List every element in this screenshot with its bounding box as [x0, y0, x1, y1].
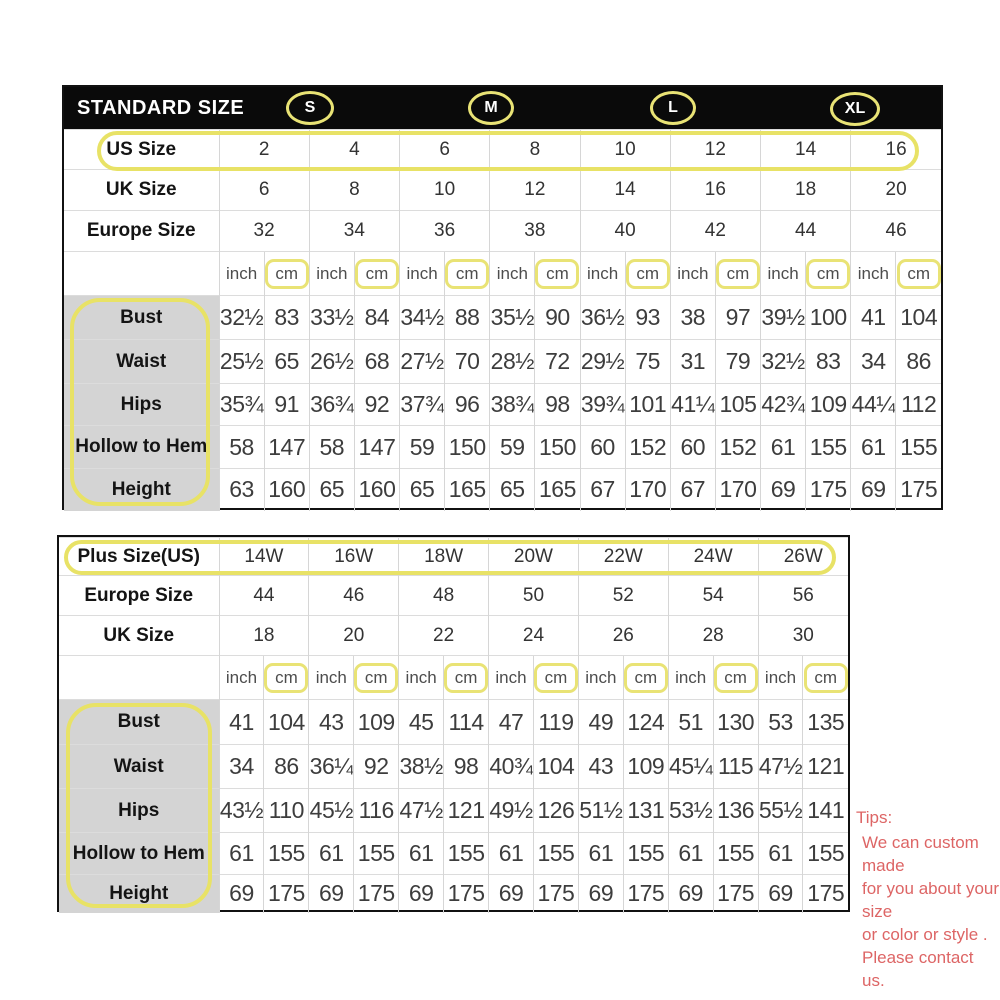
- row-label: UK Size: [64, 170, 219, 211]
- measure-row: [64, 384, 941, 426]
- size-row: [59, 616, 848, 656]
- unit-cm-cell: [354, 252, 399, 296]
- size-value-cell: 38: [490, 211, 580, 252]
- measure-value-cell: 141: [803, 789, 848, 833]
- measure-value-cell: 104: [896, 296, 941, 340]
- measure-value-cell: 93: [625, 296, 670, 340]
- tips-line-4: Please contact us.: [862, 948, 974, 990]
- cm-highlight-box: cm: [714, 663, 758, 693]
- size-value-cell: 14: [761, 130, 851, 170]
- measure-value-cell: 110: [264, 789, 309, 833]
- measure-value-cell: 65: [309, 469, 354, 511]
- unit-cm-cell: [625, 252, 670, 296]
- unit-cm-cell: [803, 656, 848, 700]
- size-value-cell: 24: [489, 616, 579, 656]
- measure-value-cell: 60: [580, 426, 625, 469]
- size-row: [59, 576, 848, 616]
- tips-line-2: for you about your size: [862, 879, 1000, 921]
- measure-value-cell: 175: [623, 875, 668, 913]
- measure-value-cell: 90: [535, 296, 580, 340]
- measure-value-cell: 60: [670, 426, 715, 469]
- size-value-cell: 16: [670, 170, 760, 211]
- measure-value-cell: 175: [533, 875, 578, 913]
- measure-value-cell: 98: [444, 745, 489, 789]
- measure-value-cell: 47: [489, 700, 534, 745]
- size-group-m-badge: [468, 91, 514, 125]
- cm-highlight-box: cm: [265, 259, 309, 289]
- measure-value-cell: 130: [713, 700, 758, 745]
- unit-cm-cell: [264, 656, 309, 700]
- measure-value-cell: 67: [580, 469, 625, 511]
- measure-value-cell: 32½: [761, 340, 806, 384]
- unit-inch-cell: inch: [580, 252, 625, 296]
- measure-value-cell: 136: [713, 789, 758, 833]
- size-value-cell: 28: [668, 616, 758, 656]
- measure-value-cell: 175: [713, 875, 758, 913]
- measure-value-cell: 126: [533, 789, 578, 833]
- tips-title: Tips:: [856, 808, 893, 827]
- measure-value-cell: 28½: [490, 340, 535, 384]
- cm-highlight-box: cm: [626, 259, 670, 289]
- size-group-m-label: M: [484, 99, 498, 116]
- measure-row: [59, 700, 848, 745]
- measure-value-cell: 51: [668, 700, 713, 745]
- measure-value-cell: 35½: [490, 296, 535, 340]
- size-group-xl-label: XL: [844, 100, 866, 117]
- measure-value-cell: 152: [715, 426, 760, 469]
- measure-value-cell: 45½: [309, 789, 354, 833]
- measure-value-cell: 152: [625, 426, 670, 469]
- measure-value-cell: 109: [806, 384, 851, 426]
- size-value-cell: 8: [490, 130, 580, 170]
- measure-value-cell: 155: [444, 833, 489, 875]
- measure-value-cell: 61: [309, 833, 354, 875]
- unit-cm-cell: [623, 656, 668, 700]
- row-label: Plus Size(US): [59, 538, 219, 576]
- measure-value-cell: 155: [264, 833, 309, 875]
- size-value-cell: 26W: [758, 538, 848, 576]
- measure-value-cell: 61: [668, 833, 713, 875]
- measure-row-label: Waist: [64, 340, 219, 384]
- cm-highlight-box: cm: [355, 259, 399, 289]
- measure-row-label: Height: [59, 875, 219, 913]
- size-value-cell: 2: [219, 130, 309, 170]
- size-row: [64, 130, 941, 170]
- measure-value-cell: 34: [219, 745, 264, 789]
- measure-value-cell: 69: [219, 875, 264, 913]
- cm-highlight-box: cm: [354, 663, 398, 693]
- measure-value-cell: 61: [489, 833, 534, 875]
- measure-value-cell: 32½: [219, 296, 264, 340]
- measure-value-cell: 155: [354, 833, 399, 875]
- measure-row-label: Hollow to Hem: [64, 426, 219, 469]
- measure-value-cell: 37¾: [400, 384, 445, 426]
- measure-value-cell: 26½: [309, 340, 354, 384]
- measure-value-cell: 165: [445, 469, 490, 511]
- measure-value-cell: 61: [758, 833, 803, 875]
- measure-value-cell: 147: [354, 426, 399, 469]
- measure-value-cell: 53: [758, 700, 803, 745]
- tips-line-3: or color or style .: [862, 925, 988, 944]
- standard-size-title: STANDARD SIZE: [77, 96, 245, 119]
- measure-value-cell: 42¾: [761, 384, 806, 426]
- measure-value-cell: 47½: [399, 789, 444, 833]
- measure-value-cell: 38¾: [490, 384, 535, 426]
- unit-inch-cell: inch: [400, 252, 445, 296]
- unit-cm-cell: [264, 252, 309, 296]
- measure-value-cell: 175: [264, 875, 309, 913]
- measure-value-cell: 170: [715, 469, 760, 511]
- measure-value-cell: 109: [354, 700, 399, 745]
- measure-value-cell: 34: [851, 340, 896, 384]
- size-row: [64, 170, 941, 211]
- measure-value-cell: 147: [264, 426, 309, 469]
- row-label: Europe Size: [59, 576, 219, 616]
- measure-value-cell: 109: [623, 745, 668, 789]
- measure-value-cell: 61: [851, 426, 896, 469]
- unit-inch-cell: inch: [219, 656, 264, 700]
- measure-value-cell: 119: [533, 700, 578, 745]
- cm-highlight-box: cm: [534, 663, 578, 693]
- measure-value-cell: 47½: [758, 745, 803, 789]
- unit-inch-cell: inch: [309, 252, 354, 296]
- measure-value-cell: 65: [490, 469, 535, 511]
- measure-value-cell: 38½: [399, 745, 444, 789]
- size-value-cell: 52: [578, 576, 668, 616]
- unit-inch-cell: inch: [761, 252, 806, 296]
- measure-value-cell: 155: [806, 426, 851, 469]
- tips-line-1: We can custom made: [862, 833, 979, 875]
- unit-cm-cell: [896, 252, 941, 296]
- size-value-cell: 54: [668, 576, 758, 616]
- measure-value-cell: 155: [803, 833, 848, 875]
- measure-row: [64, 426, 941, 469]
- measure-value-cell: 70: [445, 340, 490, 384]
- measure-value-cell: 121: [444, 789, 489, 833]
- measure-row: [64, 469, 941, 511]
- measure-value-cell: 49: [578, 700, 623, 745]
- unit-cm-cell: [713, 656, 758, 700]
- measure-value-cell: 61: [219, 833, 264, 875]
- size-row: [59, 538, 848, 576]
- measure-value-cell: 45: [399, 700, 444, 745]
- size-value-cell: 20W: [489, 538, 579, 576]
- size-group-xl-badge: [830, 92, 880, 126]
- measure-value-cell: 97: [715, 296, 760, 340]
- measure-value-cell: 105: [715, 384, 760, 426]
- measure-value-cell: 65: [400, 469, 445, 511]
- unit-cm-cell: [354, 656, 399, 700]
- measure-value-cell: 38: [670, 296, 715, 340]
- unit-cm-cell: [806, 252, 851, 296]
- measure-value-cell: 68: [354, 340, 399, 384]
- measure-value-cell: 69: [578, 875, 623, 913]
- measure-row-label: Hips: [59, 789, 219, 833]
- measure-value-cell: 41¼: [670, 384, 715, 426]
- measure-value-cell: 67: [670, 469, 715, 511]
- unit-cm-cell: [445, 252, 490, 296]
- measure-value-cell: 124: [623, 700, 668, 745]
- measure-value-cell: 131: [623, 789, 668, 833]
- measure-row: [59, 789, 848, 833]
- measure-value-cell: 150: [445, 426, 490, 469]
- tips-note: [856, 806, 1000, 992]
- measure-value-cell: 40¾: [489, 745, 534, 789]
- measure-value-cell: 86: [896, 340, 941, 384]
- unit-inch-cell: inch: [399, 656, 444, 700]
- measure-value-cell: 112: [896, 384, 941, 426]
- measure-value-cell: 41: [851, 296, 896, 340]
- size-value-cell: 20: [851, 170, 941, 211]
- size-value-cell: 46: [851, 211, 941, 252]
- measure-value-cell: 92: [354, 384, 399, 426]
- size-group-l-badge: [650, 91, 696, 125]
- measure-value-cell: 63: [219, 469, 264, 511]
- size-value-cell: 16W: [309, 538, 399, 576]
- measure-value-cell: 39½: [761, 296, 806, 340]
- cm-highlight-box: cm: [804, 663, 848, 693]
- measure-value-cell: 36¼: [309, 745, 354, 789]
- measure-value-cell: 43: [309, 700, 354, 745]
- measure-value-cell: 34½: [400, 296, 445, 340]
- cm-highlight-box: cm: [897, 259, 941, 289]
- measure-value-cell: 83: [806, 340, 851, 384]
- measure-value-cell: 175: [806, 469, 851, 511]
- measure-value-cell: 150: [535, 426, 580, 469]
- measure-value-cell: 115: [713, 745, 758, 789]
- measure-value-cell: 69: [668, 875, 713, 913]
- measure-value-cell: 69: [309, 875, 354, 913]
- row-label: UK Size: [59, 616, 219, 656]
- size-value-cell: 12: [490, 170, 580, 211]
- measure-value-cell: 155: [896, 426, 941, 469]
- measure-value-cell: 75: [625, 340, 670, 384]
- measure-row: [59, 745, 848, 789]
- size-value-cell: 6: [400, 130, 490, 170]
- unit-inch-cell: inch: [578, 656, 623, 700]
- size-value-cell: 36: [400, 211, 490, 252]
- standard-size-table: [62, 85, 943, 510]
- measure-value-cell: 91: [264, 384, 309, 426]
- measure-value-cell: 58: [309, 426, 354, 469]
- unit-row: [64, 252, 941, 296]
- measure-value-cell: 25½: [219, 340, 264, 384]
- unit-inch-cell: inch: [309, 656, 354, 700]
- measure-value-cell: 175: [444, 875, 489, 913]
- size-value-cell: 44: [761, 211, 851, 252]
- measure-value-cell: 83: [264, 296, 309, 340]
- measure-value-cell: 31: [670, 340, 715, 384]
- measure-value-cell: 116: [354, 789, 399, 833]
- size-value-cell: 30: [758, 616, 848, 656]
- measure-value-cell: 27½: [400, 340, 445, 384]
- unit-inch-cell: inch: [758, 656, 803, 700]
- measure-row: [64, 296, 941, 340]
- measure-value-cell: 160: [354, 469, 399, 511]
- size-value-cell: 22W: [578, 538, 668, 576]
- measure-value-cell: 175: [803, 875, 848, 913]
- unit-inch-cell: inch: [489, 656, 534, 700]
- measure-value-cell: 51½: [578, 789, 623, 833]
- measure-value-cell: 86: [264, 745, 309, 789]
- size-value-cell: 46: [309, 576, 399, 616]
- cm-highlight-box: cm: [624, 663, 668, 693]
- measure-value-cell: 155: [623, 833, 668, 875]
- measure-value-cell: 36¾: [309, 384, 354, 426]
- measure-row-label: Bust: [59, 700, 219, 745]
- size-group-s-badge: [286, 91, 334, 125]
- size-group-l-label: L: [668, 99, 678, 116]
- unit-cm-cell: [715, 252, 760, 296]
- size-value-cell: 20: [309, 616, 399, 656]
- measure-row: [59, 833, 848, 875]
- size-value-cell: 32: [219, 211, 309, 252]
- size-value-cell: 8: [309, 170, 399, 211]
- cm-highlight-box: cm: [264, 663, 308, 693]
- measure-value-cell: 35¾: [219, 384, 264, 426]
- measure-row-label: Hollow to Hem: [59, 833, 219, 875]
- size-value-cell: 26: [578, 616, 668, 656]
- size-value-cell: 42: [670, 211, 760, 252]
- measure-row-label: Waist: [59, 745, 219, 789]
- size-value-cell: 18W: [399, 538, 489, 576]
- size-value-cell: 4: [309, 130, 399, 170]
- unit-inch-cell: inch: [670, 252, 715, 296]
- size-value-cell: 56: [758, 576, 848, 616]
- unit-inch-cell: inch: [219, 252, 264, 296]
- measure-value-cell: 101: [625, 384, 670, 426]
- size-value-cell: 34: [309, 211, 399, 252]
- unit-row-empty-label: [64, 252, 219, 296]
- size-value-cell: 18: [761, 170, 851, 211]
- measure-value-cell: 53½: [668, 789, 713, 833]
- measure-value-cell: 96: [445, 384, 490, 426]
- unit-cm-cell: [444, 656, 489, 700]
- unit-cm-cell: [535, 252, 580, 296]
- measure-value-cell: 55½: [758, 789, 803, 833]
- size-value-cell: 44: [219, 576, 309, 616]
- measure-value-cell: 36½: [580, 296, 625, 340]
- measure-value-cell: 88: [445, 296, 490, 340]
- measure-value-cell: 59: [400, 426, 445, 469]
- size-value-cell: 16: [851, 130, 941, 170]
- measure-value-cell: 69: [761, 469, 806, 511]
- plus-size-table: [57, 535, 850, 912]
- measure-row-label: Height: [64, 469, 219, 511]
- cm-highlight-box: cm: [445, 259, 489, 289]
- size-value-cell: 24W: [668, 538, 758, 576]
- measure-value-cell: 114: [444, 700, 489, 745]
- size-value-cell: 14: [580, 170, 670, 211]
- row-label: US Size: [64, 130, 219, 170]
- size-value-cell: 6: [219, 170, 309, 211]
- size-value-cell: 12: [670, 130, 760, 170]
- measure-value-cell: 84: [354, 296, 399, 340]
- measure-value-cell: 59: [490, 426, 535, 469]
- size-value-cell: 48: [399, 576, 489, 616]
- measure-value-cell: 155: [533, 833, 578, 875]
- measure-value-cell: 69: [489, 875, 534, 913]
- measure-value-cell: 29½: [580, 340, 625, 384]
- unit-inch-cell: inch: [668, 656, 713, 700]
- measure-value-cell: 69: [851, 469, 896, 511]
- size-value-cell: 14W: [219, 538, 309, 576]
- measure-value-cell: 104: [533, 745, 578, 789]
- measure-value-cell: 39¾: [580, 384, 625, 426]
- size-value-cell: 40: [580, 211, 670, 252]
- measure-value-cell: 175: [896, 469, 941, 511]
- unit-row-empty-label: [59, 656, 219, 700]
- measure-value-cell: 49½: [489, 789, 534, 833]
- measure-value-cell: 100: [806, 296, 851, 340]
- measure-value-cell: 41: [219, 700, 264, 745]
- measure-value-cell: 43½: [219, 789, 264, 833]
- size-value-cell: 50: [489, 576, 579, 616]
- measure-value-cell: 43: [578, 745, 623, 789]
- measure-row: [59, 875, 848, 913]
- size-value-cell: 22: [399, 616, 489, 656]
- measure-value-cell: 104: [264, 700, 309, 745]
- measure-value-cell: 65: [264, 340, 309, 384]
- measure-value-cell: 155: [713, 833, 758, 875]
- measure-value-cell: 69: [399, 875, 444, 913]
- measure-value-cell: 61: [761, 426, 806, 469]
- measure-row-label: Hips: [64, 384, 219, 426]
- size-row: [64, 211, 941, 252]
- measure-value-cell: 79: [715, 340, 760, 384]
- measure-value-cell: 160: [264, 469, 309, 511]
- measure-value-cell: 61: [399, 833, 444, 875]
- unit-cm-cell: [533, 656, 578, 700]
- measure-value-cell: 175: [354, 875, 399, 913]
- measure-value-cell: 45¼: [668, 745, 713, 789]
- measure-row-label: Bust: [64, 296, 219, 340]
- standard-size-grid: [64, 129, 941, 511]
- cm-highlight-box: cm: [535, 259, 579, 289]
- unit-inch-cell: inch: [851, 252, 896, 296]
- measure-value-cell: 61: [578, 833, 623, 875]
- size-value-cell: 10: [400, 170, 490, 211]
- plus-size-grid: [59, 537, 848, 913]
- size-value-cell: 10: [580, 130, 670, 170]
- measure-value-cell: 92: [354, 745, 399, 789]
- cm-highlight-box: cm: [716, 259, 760, 289]
- unit-row: [59, 656, 848, 700]
- measure-value-cell: 69: [758, 875, 803, 913]
- measure-value-cell: 58: [219, 426, 264, 469]
- measure-value-cell: 170: [625, 469, 670, 511]
- measure-value-cell: 33½: [309, 296, 354, 340]
- size-group-s-label: S: [304, 99, 316, 116]
- measure-value-cell: 98: [535, 384, 580, 426]
- standard-size-header: [64, 87, 941, 129]
- size-value-cell: 18: [219, 616, 309, 656]
- cm-highlight-box: cm: [806, 259, 850, 289]
- measure-row: [64, 340, 941, 384]
- row-label: Europe Size: [64, 211, 219, 252]
- cm-highlight-box: cm: [444, 663, 488, 693]
- measure-value-cell: 72: [535, 340, 580, 384]
- measure-value-cell: 135: [803, 700, 848, 745]
- unit-inch-cell: inch: [490, 252, 535, 296]
- measure-value-cell: 165: [535, 469, 580, 511]
- measure-value-cell: 121: [803, 745, 848, 789]
- measure-value-cell: 44¼: [851, 384, 896, 426]
